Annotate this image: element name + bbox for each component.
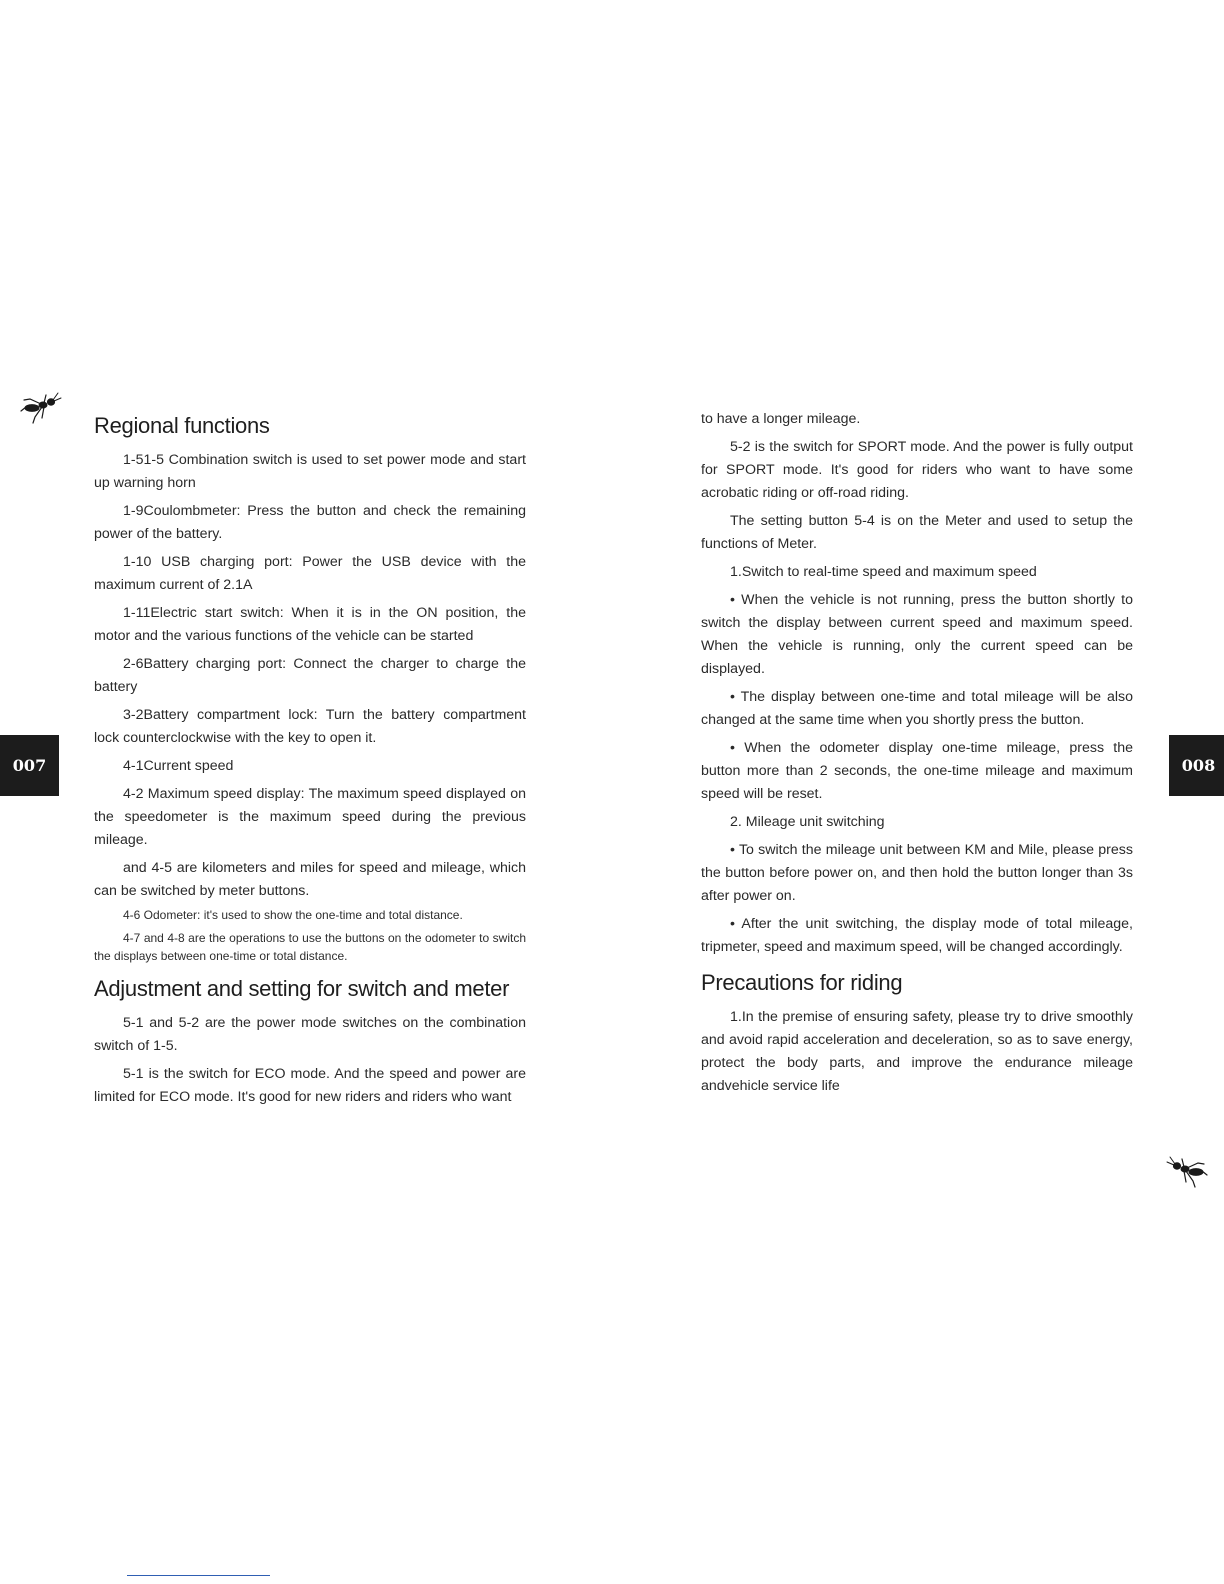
paragraph: 2-6Battery charging port: Connect the charger to charge the battery (94, 656, 526, 695)
paragraph: 1-11Electric start switch: When it is in the ON position, the motor and the various functions of the vehicle can be started (94, 605, 526, 644)
ant-icon (1166, 1154, 1208, 1188)
paragraph: 5-1 is the switch for ECO mode. And the speed and power are limited for ECO mode. It's good for new riders and riders who want (94, 1066, 526, 1105)
paragraph: 4-2 Maximum speed display: The maximum speed displayed on the speedometer is the maximum speed during the previous mileage. (94, 786, 526, 848)
list-heading: 1.Switch to real-time speed and maximum speed (730, 564, 1037, 580)
note-paragraph: 4-7 and 4-8 are the operations to use the buttons on the odometer to switch the displays between one-time or total distance. (94, 931, 526, 963)
note-paragraph: 4-6 Odometer: it's used to show the one-time and total distance. (123, 908, 463, 922)
page-number: 008 (1181, 756, 1216, 775)
bottom-divider (127, 1575, 270, 1576)
left-page-column (94, 412, 526, 1109)
list-heading: 2. Mileage unit switching (730, 814, 885, 830)
page-number-tab (1169, 735, 1224, 796)
paragraph: 3-2Battery compartment lock: Turn the battery compartment lock counterclockwise with the key to open it. (94, 707, 526, 746)
page-number-tab (0, 735, 59, 796)
paragraph: 1-10 USB charging port: Power the USB device with the maximum current of 2.1A (94, 554, 526, 593)
paragraph: 4-1Current speed (123, 758, 234, 774)
page-number: 007 (12, 756, 47, 775)
bullet-item: • When the vehicle is not running, press the button shortly to switch the display between current speed and maximum speed. When the vehicle is running, only the current speed can be displayed. (701, 592, 1133, 677)
bullet-item: • The display between one-time and total mileage will be also changed at the same time when you shortly press the button. (701, 689, 1133, 728)
continuation-text: to have a longer mileage. (701, 411, 861, 427)
right-page-column (701, 408, 1133, 1098)
paragraph: The setting button 5-4 is on the Meter and used to setup the functions of Meter. (701, 513, 1133, 552)
paragraph: 1.In the premise of ensuring safety, please try to drive smoothly and avoid rapid acceleration and deceleration, so as to save energy, protect the body parts, and improve the endurance mileage andvehicle service life (701, 1009, 1133, 1094)
bullet-item: • After the unit switching, the display mode of total mileage, tripmeter, speed and maximum speed, will be changed accordingly. (701, 916, 1133, 955)
paragraph: 1-9Coulombmeter: Press the button and check the remaining power of the battery. (94, 503, 526, 542)
bullet-item: • When the odometer display one-time mileage, press the button more than 2 seconds, the one-time mileage and maximum speed will be reset. (701, 740, 1133, 802)
paragraph: 1-51-5 Combination switch is used to set power mode and start up warning horn (94, 452, 526, 491)
paragraph: and 4-5 are kilometers and miles for speed and mileage, which can be switched by meter buttons. (94, 860, 526, 899)
section-heading-regional: Regional functions (94, 413, 270, 438)
section-heading-precautions: Precautions for riding (701, 970, 903, 995)
bullet-item: • To switch the mileage unit between KM and Mile, please press the button before power on, and then hold the button longer than 3s after power on. (701, 842, 1133, 904)
paragraph: 5-2 is the switch for SPORT mode. And the power is fully output for SPORT mode. It's good for riders who want to have some acrobatic riding or off-road riding. (701, 439, 1133, 501)
paragraph: 5-1 and 5-2 are the power mode switches on the combination switch of 1-5. (94, 1015, 526, 1054)
section-heading-adjustment: Adjustment and setting for switch and meter (94, 976, 510, 1001)
ant-icon (20, 390, 62, 424)
